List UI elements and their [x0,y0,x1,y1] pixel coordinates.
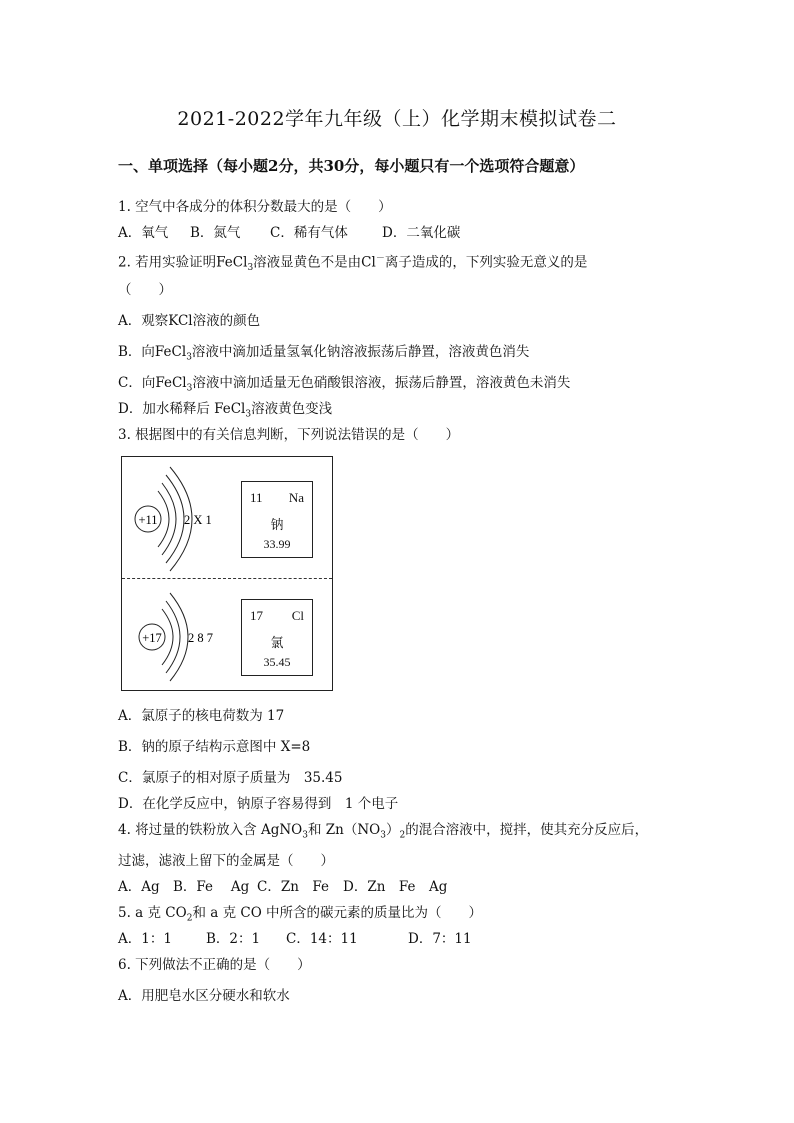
cl-shell-1 [162,609,173,665]
q2-option-a: A．观察KCl溶液的颜色 [118,313,261,329]
q1-options [118,224,460,242]
q6-stem: 6. 下列做法不正确的是（ ） [118,957,311,973]
cl-symbol: Cl [291,608,304,623]
q4-stem-line2: 过滤，滤液上留下的金属是（ ） [118,853,334,869]
q3-option-d: D．在化学反应中，钠原子容易得到 1 个电子 [118,796,399,812]
page-title: 2021-2022学年九年级（上）化学期末模拟试卷二 [177,108,617,130]
q5-stem: 5. a 克 $CO_2$和 a 克 CO 中所含的碳元素的质量比为（ ） [118,905,483,924]
q6-option-a: A．用肥皂水区分硬水和软水 [118,988,290,1004]
cl-atomic-number: 17 [250,608,263,623]
q4-option-c: C．Zn Fe [257,879,330,895]
cl-atomic-mass: 35.45 [263,655,291,669]
cl-element-card [241,599,313,676]
na-name: 钠 [270,517,284,532]
na-atomic-number: 11 [250,490,263,505]
q5-option-b: B．2：1 [206,931,261,947]
q1-stem: 1. 空气中各成分的体积分数最大的是（ ） [118,199,392,215]
na-element-card [241,481,313,558]
q2-stem: 2. 若用实验证明FeCl$_3$溶液显黄色不是由Cl－离子造成的，下列实验无意义的是 [118,254,588,274]
q3-option-b: B．钠的原子结构示意图中 X=8 [118,739,311,755]
q4-stem: 4. 将过量的铁粉放入含 AgNO$_3$和 $Zn(NO_3)_2$的混合溶液中，搅拌，使其充分反应后， [118,822,649,841]
cl-name: 氯 [270,635,284,650]
q1-option-c: C．稀有气体 [270,225,348,241]
cl-nucleus-charge: +17 [142,631,162,645]
q2-option-c: C．向FeCl$_3$溶液中滴加适量无色硝酸银溶液，振荡后静置，溶液黄色未消失 [118,375,571,394]
q1-option-a: A．氧气 [118,225,169,241]
q1-option-d: D．二氧化碳 [382,225,461,241]
q5-option-d: D．7：11 [408,931,472,947]
na-electron-shells: 2 X 1 [184,513,212,527]
q4-option-d: D．Zn Fe Ag [343,879,448,895]
q5-options [118,930,472,948]
q2-stem-paren: （ ） [118,282,172,298]
q3-option-a: A．氯原子的核电荷数为 17 [118,708,285,724]
q5-option-c: C．14：11 [286,931,358,947]
figure-divider [122,578,332,579]
q4-option-b: B．Fe Ag [173,879,250,895]
q3-stem: 3. 根据图中的有关信息判断，下列说法错误的是（ ） [118,427,460,443]
q2-option-b: B．向FeCl$_3$溶液中滴加适量氢氧化钠溶液振荡后静置，溶液黄色消失 [118,344,530,363]
atom-structure-figure [121,456,333,691]
q4-option-a: A．Ag [118,879,160,895]
cl-electron-shells: 2 8 7 [188,631,213,645]
q1-option-b: B．氮气 [190,225,241,241]
na-symbol: Na [288,490,304,505]
na-shell-1 [158,491,169,547]
q2-option-d: D．加水稀释后 FeCl$_3$溶液黄色变浅 [118,401,333,420]
q5-option-a: A．1：1 [118,931,172,947]
section-heading: 一、单项选择（每小题2分，共30分，每小题只有一个选项符合题意） [118,157,585,175]
q4-options [118,878,447,896]
na-nucleus-charge: +11 [138,513,158,527]
na-atomic-mass: 33.99 [263,537,291,551]
q3-option-c: C．氯原子的相对原子质量为 35.45 [118,770,343,786]
